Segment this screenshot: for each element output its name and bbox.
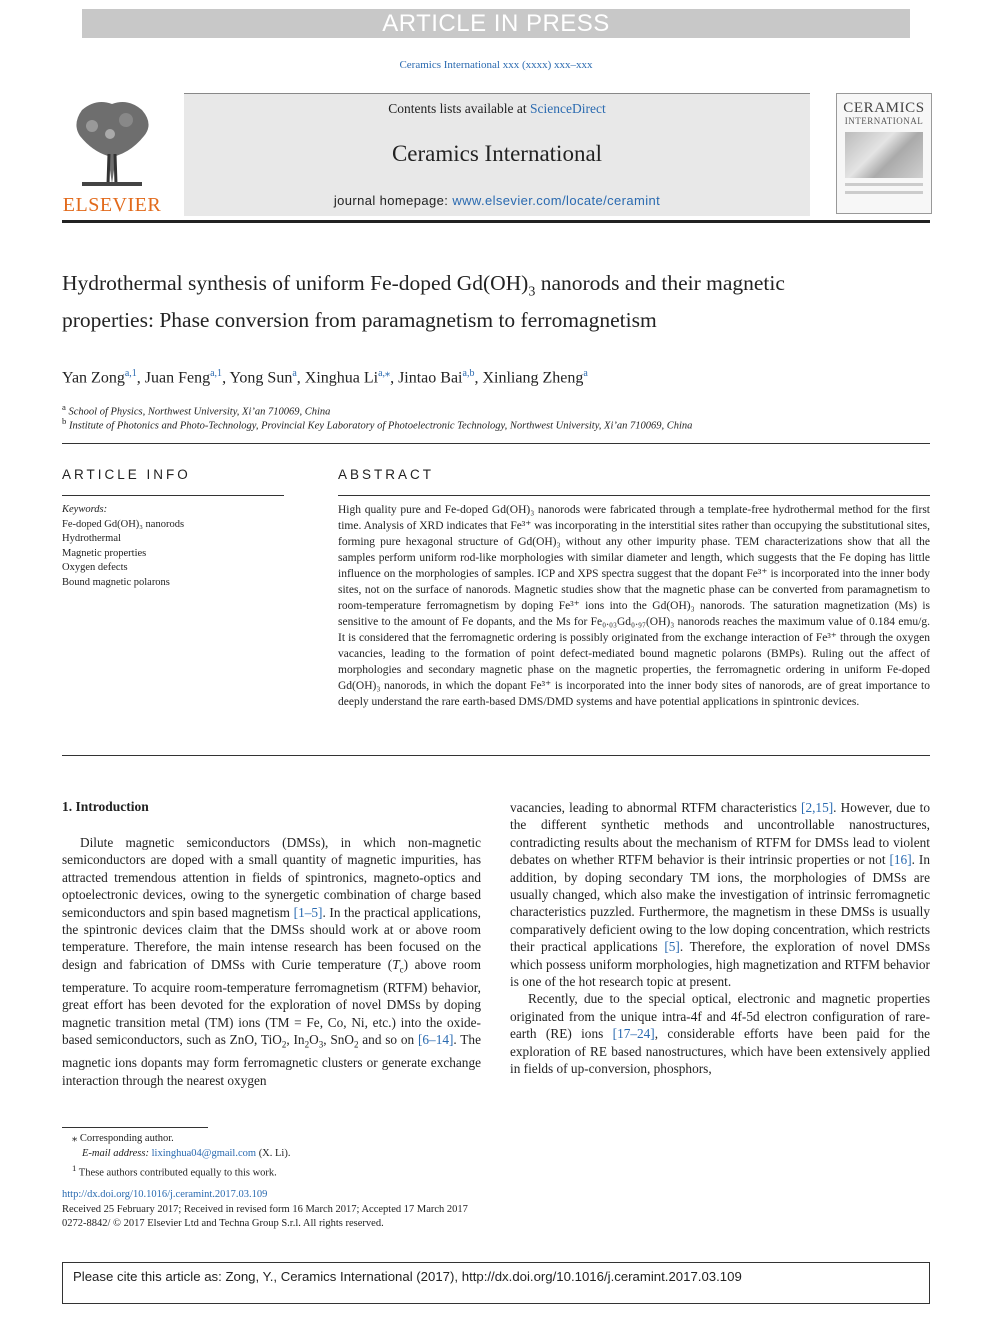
equal-contribution-note: $^1$ These authors contributed equally to this work.: [72, 1163, 277, 1179]
author-affiliation-mark[interactable]: a: [583, 368, 588, 379]
received-dates: Received 25 February 2017; Received in revised form 16 March 2017; Accepted 17 March 2017: [62, 1203, 468, 1215]
author-name[interactable]: Yong Sun: [229, 369, 293, 387]
journal-title: Ceramics International: [391, 141, 603, 166]
corresponding-author-note: ⁎ Corresponding author.: [72, 1133, 174, 1144]
keywords-label: Keywords:: [62, 504, 108, 515]
email-link[interactable]: lixinghua04@gmail.com: [151, 1147, 257, 1159]
author-affiliation-mark[interactable]: a,1: [124, 368, 137, 379]
intro-column-2: vacancies, leading to abnormal RTFM characteristics [2,15]. However, due to the different synthetic methods and uncontrollable nanostructures, contradicting results about the mechanism of RTFM for DMSs lead to violent debates on whether RTFM behavior is their intrinsic properties or not [16]. In addition, by doping secondary TM ions, the morphologies of DMSs are usually changed, which also make the investigation of intrinsic ferromagnetic characteristics puzzled. Furthermore, the magnetism in these DMSs is usually comparatively deficient owing to the low doping concentration, which restricts their practical applications [5]. Therefore, the exploration of novel DMSs which possess uniform morphologies, high magnetization and RTFM behavior is one of the hot research topic at present. Recently, due to the special optical, electronic and magnetic properties originated from the unique intra-4f and 4f-5d electron configuration of rare-earth (RE) ions [17–24], considerable efforts have been paid for the exploration of RE based nanostructures, which have been extensively applied in fields of up-conversion, phosphors,: [510, 800, 931, 1077]
author-name[interactable]: Xinghua Li: [304, 369, 379, 387]
please-cite-box: Please cite this article as: Zong, Y., Ceramics International (2017), http://dx.doi.org/10.1016/j.ceramint.2017.03.109: [62, 1262, 930, 1304]
header-rule: [62, 220, 930, 223]
author-affiliation-mark[interactable]: a,b: [462, 368, 475, 379]
homepage-prefix: journal homepage:: [333, 193, 453, 208]
citation-reference[interactable]: [17–24]: [612, 1026, 655, 1042]
author-name[interactable]: Juan Feng: [144, 369, 211, 387]
affiliation-a: $^a$ School of Physics, Northwest University, Xi’an 710069, China: [62, 402, 331, 418]
article-info-rule: [62, 495, 284, 496]
article-history: [62, 1188, 532, 1232]
email-note: E-mail address: lixinghua04@gmail.com (X. Li).: [82, 1147, 291, 1159]
contents-prefix: Contents lists available at: [388, 101, 530, 116]
article-info-heading: ARTICLE INFO: [62, 467, 191, 482]
homepage-link[interactable]: www.elsevier.com/locate/ceramint: [452, 193, 661, 208]
keyword: Oxygen defects: [62, 562, 128, 573]
abstract-heading: ABSTRACT: [338, 467, 435, 482]
sciencedirect-link[interactable]: ScienceDirect: [530, 101, 606, 116]
abstract-bottom-rule: [62, 755, 930, 756]
journal-cover[interactable]: [836, 93, 932, 214]
elsevier-tree-icon: [62, 96, 162, 188]
cover-title: CERAMICS: [843, 100, 925, 116]
article-in-press-banner: ARTICLE IN PRESS: [82, 9, 910, 38]
author-affiliation-mark[interactable]: a,1: [210, 368, 223, 379]
keyword: Hydrothermal: [62, 533, 121, 544]
abstract-rule: [338, 495, 930, 496]
footnotes: [62, 1132, 532, 1181]
author-affiliation-mark[interactable]: a: [292, 368, 297, 379]
elsevier-logo[interactable]: [62, 96, 162, 214]
article-title: Hydrothermal synthesis of uniform Fe-doped $Gd(OH)_3$ nanorods and their magnetic properties: Phase conversion from paramagnetism to ferromagnetism: [62, 271, 785, 333]
journal-citation-link[interactable]: Ceramics International xxx (xxxx) xxx–xxx: [399, 59, 593, 71]
citation-reference[interactable]: [2,15]: [801, 800, 834, 815]
elsevier-wordmark: ELSEVIER: [62, 194, 162, 216]
copyright-notice: 0272-8842/ © 2017 Elsevier Ltd and Techna Group S.r.l. All rights reserved.: [62, 1218, 384, 1229]
cover-divider: [845, 191, 923, 194]
author-name[interactable]: Yan Zong: [62, 369, 125, 387]
keyword: Fe-doped Gd(OH)₃ nanorods: [62, 518, 185, 530]
keyword: Bound magnetic polarons: [62, 576, 170, 588]
citation-reference[interactable]: [6–14]: [417, 1032, 454, 1048]
footnote-rule: [62, 1127, 208, 1128]
doi-link[interactable]: http://dx.doi.org/10.1016/j.ceramint.2017.03.109: [62, 1189, 268, 1200]
abstract-text: High quality pure and Fe-doped Gd(OH)₃ nanorods were fabricated through a template-free hydrothermal method for the first time. Analysis of XRD indicates that Fe³⁺ was incorporating in the interstitial sites rather than occupying the substitutional sites, forming pure hexagonal structure of Gd(OH)₃ without any other impurity phase. TEM characterizations show that all the samples perform uniform rod-like morphologies with similar diameter and length, which suggests that the Fe doping has little influence on the morphologies of samples. ICP and XPS spectra suggest that the dopant Fe³⁺ is incorporated into the inner body sites, not on the surface of nanorods. Magnetic studies show that the magnetic phase can be converted from paramagnetism to room-temperature ferromagnetism by doping Fe³⁺ ions into the Gd(OH)₃ nanorods. The saturation magnetization (Ms) is sensitive to the amount of Fe dopants, and the Ms for Fe₀.₀₃Gd₀.₉₇(OH)₃ nanorods reaches the maximum value of 0.184 emu/g. It is considered that the ferromagnetic ordering is possibly originated from the exchange interaction of Fe³⁺ through the oxygen vacancies, leading to the formation of point defect-mediated bound magnetic polarons (BMPs). Ruling out the affect of morphologies and secondary magnetic phase on the magnetic properties, the ferromagnetic ordering in uniform Fe-doped Gd(OH)₃ nanorods, in which the dopant Fe³⁺ is incorporated into the inner body sites of nanorods, are of great importance to deeply understand the rare earth-based DMS/DMD systems and have potential applications in spintronic devices.: [338, 504, 930, 708]
intro-column-1: Dilute magnetic semiconductors (DMSs), in which non-magnetic semiconductors are doped with a small quantity of magnetic impurities, has attracted tremendous attention in fields of spintronics, magneto-optics and optoelectronic devices, owing to the synergetic combination of charge based semiconductors and spin based magnetism [1–5]. In the practical applications, the spintronic devices claim that the DMSs should work at or above room temperature. Therefore, the main intense research has been focused on the design and fabrication of DMSs with Curie temperature $(T_c)$ above room temperature. To acquire room-temperature ferromagnetism (RTFM) behavior, great effort has been devoted for the exploration of novel DMSs by doping magnetic transition metal (TM) ions (TM = Fe, Co, Ni, etc.) into the oxide-based semiconductors, such as ZnO, TiO$_2$, $In_2O_3$, SnO$_2$ and so on [6–14]. The magnetic ions dopants may form ferromagnetic clusters or generate exchange interaction through the nearest oxygen: [62, 835, 481, 1088]
author-name[interactable]: Jintao Bai: [398, 369, 463, 387]
cover-image: [845, 132, 923, 178]
author-name[interactable]: Xinliang Zheng: [482, 369, 584, 387]
contents-line: [184, 101, 810, 117]
citation-reference[interactable]: [16]: [889, 852, 912, 868]
section-heading-introduction: 1. Introduction: [62, 799, 149, 814]
keyword: Magnetic properties: [62, 547, 147, 559]
cover-subtitle: INTERNATIONAL: [844, 116, 924, 126]
affiliation-b: $^b$ Institute of Photonics and Photo-Technology, Provincial Key Laboratory of Photoelectronic Technology, Northwest University, Xi’an 710069, China: [62, 416, 693, 432]
citation-reference[interactable]: [5]: [664, 939, 680, 955]
citation-reference[interactable]: [1–5]: [293, 904, 323, 920]
keywords-block: [62, 503, 284, 590]
author-affiliation-mark[interactable]: a,⁎: [378, 368, 391, 379]
cover-divider: [845, 183, 923, 186]
journal-homepage: [184, 193, 810, 208]
affiliation-rule: [62, 443, 930, 444]
author-list: Yan Zong$^{a,1}$, Juan Feng$^{a,1}$, Yong Sun$^a$, Xinghua $Li^{a,⁎}$, Jintao Bai$^{a,b}$, Xinliang Zheng$^a$: [62, 368, 588, 387]
